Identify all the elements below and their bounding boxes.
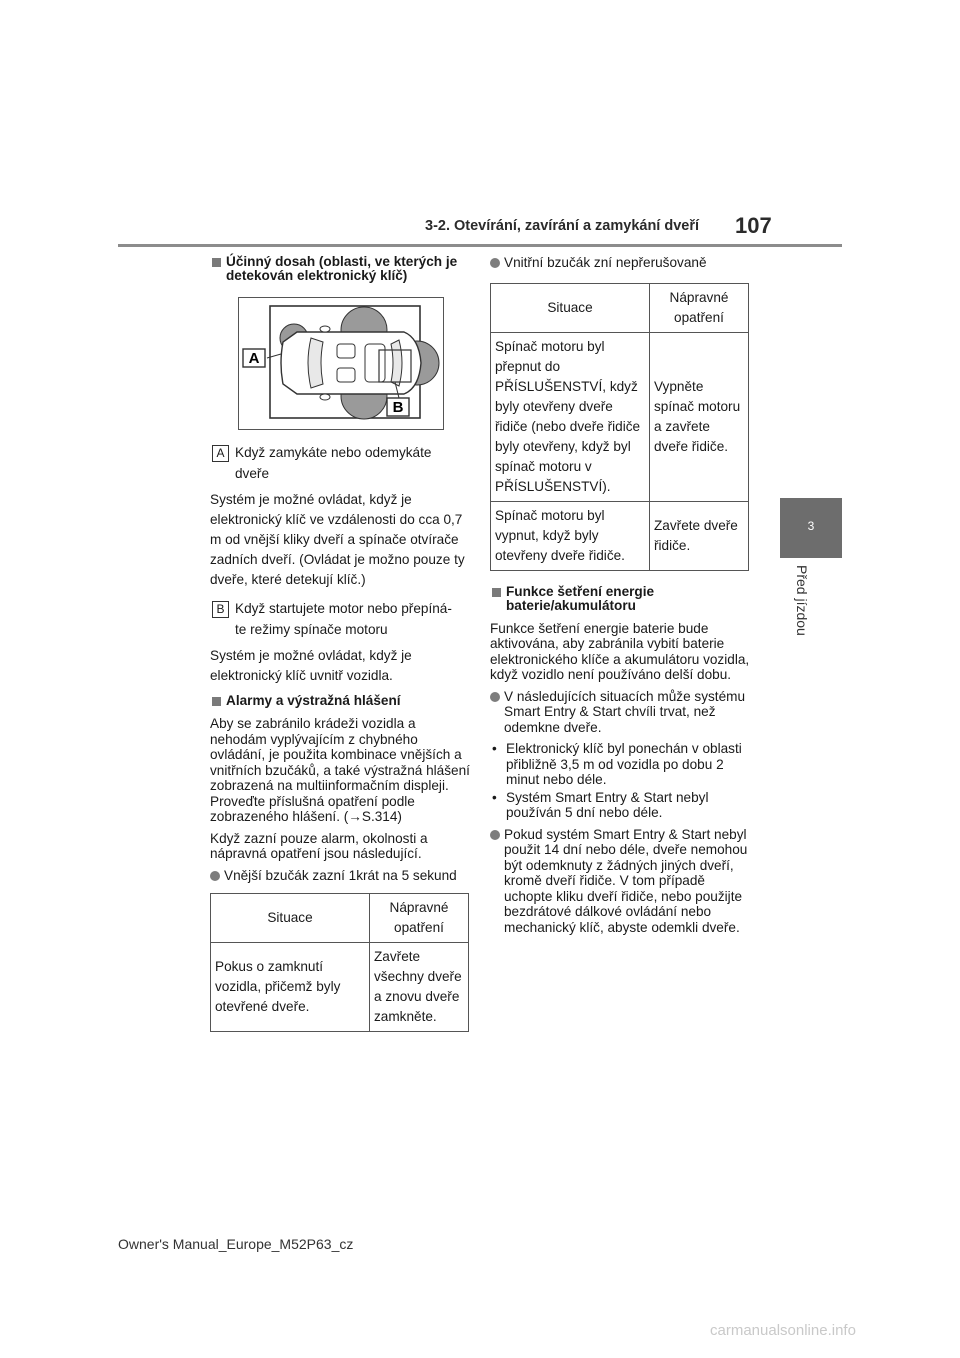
- header-rule: [118, 244, 842, 247]
- heading-alarms: Alarmy a výstražná hlášení: [210, 694, 470, 708]
- bullet-14-days: Pokud systém Smart Entry & Start nebyl použit 14 dní nebo déle, dveře nemohou být odemknuty z žádných jiných dveří, kromě dveří řidiče. V tom případě uchopte kliku dveří řidiče, nebo použijte bezdrátové dálkové ovládání nebo mechanický klíč, abyste odemkli dveře.: [490, 827, 752, 936]
- table-row: [491, 332, 749, 501]
- diagram-label-b: B: [392, 399, 404, 416]
- footer-manual-id: Owner's Manual_Europe_M52P63_cz: [118, 1236, 354, 1252]
- car-top-view-illustration: [239, 298, 443, 429]
- square-bullet-icon: [212, 697, 221, 706]
- cell-situation: Spínač motoru byl vypnut, když byly otevřeny dveře řidiče.: [491, 501, 650, 570]
- sub-item-unused: • Systém Smart Entry & Start nebyl používán 5 dní nebo déle.: [492, 789, 709, 820]
- cell-situation: Pokus o zamknutí vozidla, přičemž byly otevřené dveře.: [211, 943, 370, 1032]
- header-action: Nápravné opatření: [370, 894, 469, 943]
- paragraph-c: Aby se zabránilo krádeži vozidla a nehodám vyplývajícím z chybného ovládání, je použita kombinace vnějších a vnitřních bzučáků, a také výstražná hlášení zobrazená na multiinformačním displeji. Proveďte příslušná opatření podle zobrazeného hlášení. (→S.314): [210, 716, 470, 824]
- cell-action: Zavřete dveře řidiče.: [650, 501, 749, 570]
- legend-a: A Když zamykáte nebo odemykáte dveře: [210, 442, 470, 484]
- paragraph-b: Systém je možné ovládat, když je elektronický klíč uvnitř vozidla.: [210, 648, 412, 683]
- header-situation: Situace: [491, 283, 650, 332]
- table-internal-buzzer: [490, 283, 749, 571]
- round-bullet-icon: [490, 830, 500, 840]
- round-bullet-icon: [490, 258, 500, 268]
- badge-a: A: [212, 445, 229, 462]
- range-diagram: [238, 297, 444, 430]
- paragraph-a: Systém je možné ovládat, když je elektronický klíč ve vzdálenosti do cca 0,7 m od vnější kliky dveří a spínače otvírače zadních dveří. (Ovládat je možno pouze ty dveře, které detekují klíč.): [210, 492, 465, 587]
- cell-action: Zavřete všechny dveře a znovu dveře zamkněte.: [370, 943, 469, 1032]
- heading-battery-saving: Funkce šetření energie baterie/akumulátoru: [490, 585, 752, 613]
- paragraph-d: Když zazní pouze alarm, okolnosti a nápravná opatření jsou následující.: [210, 830, 428, 861]
- square-bullet-icon: [492, 588, 501, 597]
- chapter-label: Před jízdou: [794, 565, 810, 636]
- cell-action: Vypněte spínač motoru a zavřete dveře řidiče.: [650, 332, 749, 501]
- page-number: 107: [735, 213, 772, 238]
- legend-b: B Když startujete motor nebo přepíná- te režimy spínače motoru: [210, 598, 470, 640]
- square-bullet-icon: [212, 258, 221, 267]
- diagram-label-a: A: [248, 350, 260, 367]
- right-column: [490, 255, 752, 941]
- badge-b: B: [212, 601, 229, 618]
- table-row: [211, 943, 469, 1032]
- header-action: Nápravné opatření: [650, 283, 749, 332]
- bullet-internal-buzzer: Vnitřní bzučák zní nepřerušovaně: [490, 255, 752, 271]
- chapter-tab: 3: [780, 498, 842, 558]
- round-bullet-icon: [210, 871, 220, 881]
- table-row: [491, 501, 749, 570]
- table-external-buzzer: [210, 893, 469, 1032]
- round-bullet-icon: [490, 692, 500, 702]
- table-header-row: [491, 283, 749, 332]
- cell-situation: Spínač motoru byl přepnut do PŘÍSLUŠENSTVÍ, když byly otevřeny dveře řidiče (nebo dveře řidiče byly otevřeny, když byl spínač motoru v PŘÍSLUŠENSTVÍ).: [491, 332, 650, 501]
- bullet-external-buzzer: Vnější bzučák zazní 1krát na 5 sekund: [210, 868, 470, 884]
- table-header-row: [211, 894, 469, 943]
- paragraph-e: Funkce šetření energie baterie bude aktivována, aby zabránila vybití baterie elektronického klíče a akumulátoru vozidla, když vozidlo není používáno delší dobu.: [490, 620, 750, 682]
- watermark: carmanualsonline.info: [710, 1322, 856, 1339]
- heading-effective-range: Účinný dosah (oblasti, ve kterých je detekován elektronický klíč): [210, 255, 470, 283]
- section-title: 3-2. Otevírání, zavírání a zamykání dveří: [425, 218, 700, 234]
- header-situation: Situace: [211, 894, 370, 943]
- left-column: [210, 255, 470, 1046]
- sub-item-key-range: • Elektronický klíč byl ponechán v oblasti přibližně 3,5 m od vozidla po dobu 2 minut nebo déle.: [492, 741, 742, 787]
- bullet-delay: V následujících situacích může systému Smart Entry & Start chvíli trvat, než odemkne dveře.: [490, 689, 752, 736]
